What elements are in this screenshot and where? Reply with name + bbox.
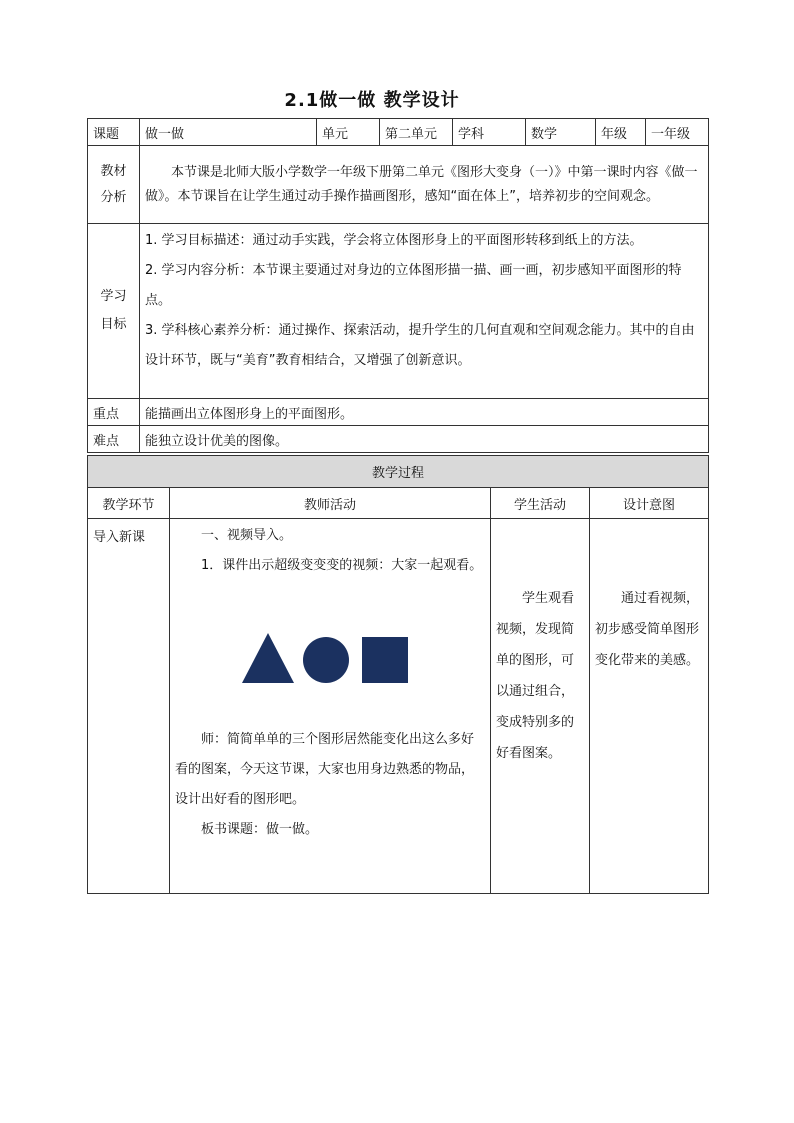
document-title: 2.1做一做 教学设计 bbox=[284, 90, 460, 111]
analysis-row bbox=[88, 146, 709, 224]
goal-item-1: 1. 学习目标描述：通过动手实践，学会将立体图形身上的平面图形转移到纸上的方法。 bbox=[145, 233, 643, 248]
lesson-meta-row bbox=[88, 119, 709, 146]
teacher-p2: 1．课件出示超级变变变的视频：大家一起观看。 bbox=[201, 558, 483, 573]
stage-cell bbox=[88, 519, 170, 894]
grade-value: 一年级 bbox=[646, 119, 709, 146]
teacher-activity-cell bbox=[170, 519, 491, 894]
teacher-p3: 师：简简单单的三个图形居然能变化出这么多好看的图案，今天这节课，大家也用身边熟悉的物品，设计出好看的图形吧。 bbox=[175, 732, 475, 807]
grade-label: 年级 bbox=[596, 119, 646, 146]
shapes-figure bbox=[175, 615, 485, 695]
goals-label bbox=[88, 224, 140, 399]
col-student: 学生活动 bbox=[491, 488, 590, 519]
analysis-label bbox=[88, 146, 140, 224]
design-intent-cell bbox=[590, 519, 709, 894]
design-intent-text: 通过看视频，初步感受简单图形变化带来的美感。 bbox=[595, 591, 700, 668]
goal-item-3: 3. 学科核心素养分析：通过操作、探索活动，提升学生的几何直观和空间观念能力。其中的自由设计环节，既与“美育”教育相结合，又增强了创新意识。 bbox=[145, 323, 695, 368]
process-header-row bbox=[88, 456, 709, 488]
stage-name: 导入新课 bbox=[93, 530, 146, 545]
process-columns-row bbox=[88, 488, 709, 519]
analysis-label-line-1: 教材 bbox=[100, 163, 127, 179]
col-teacher: 教师活动 bbox=[170, 488, 491, 519]
unit-label: 单元 bbox=[317, 119, 380, 146]
col-stage: 教学环节 bbox=[88, 488, 170, 519]
difficulty-text: 能独立设计优美的图像。 bbox=[140, 426, 709, 453]
circle-shape bbox=[303, 637, 349, 683]
intro-row bbox=[88, 519, 709, 894]
teacher-p1: 一、视频导入。 bbox=[201, 528, 293, 543]
goal-item-2: 2. 学习内容分析：本节课主要通过对身边的立体图形描一描、画一画，初步感知平面图形的特点。 bbox=[145, 263, 682, 308]
analysis-label-line-2: 分析 bbox=[100, 189, 127, 205]
subject-label: 学科 bbox=[453, 119, 526, 146]
analysis-text bbox=[140, 146, 709, 224]
col-intent: 设计意图 bbox=[590, 488, 709, 519]
key-point-label: 重点 bbox=[88, 399, 140, 426]
process-header: 教学过程 bbox=[88, 456, 709, 488]
student-activity-cell bbox=[491, 519, 590, 894]
teaching-process-table bbox=[87, 455, 709, 894]
teacher-p4: 板书课题：做一做。 bbox=[201, 822, 319, 837]
topic-label: 课题 bbox=[88, 119, 140, 146]
goals-label-line-1: 学习 bbox=[100, 289, 127, 304]
lesson-info-table bbox=[87, 118, 709, 453]
shapes-svg bbox=[240, 625, 420, 685]
unit-value: 第二单元 bbox=[380, 119, 453, 146]
subject-value: 数学 bbox=[526, 119, 596, 146]
difficulty-label: 难点 bbox=[88, 426, 140, 453]
goals-row bbox=[88, 224, 709, 399]
goals-content bbox=[140, 224, 709, 399]
goals-label-line-2: 目标 bbox=[100, 317, 127, 332]
student-activity-text: 学生观看视频，发现简单的图形，可以通过组合，变成特别多的好看图案。 bbox=[496, 591, 575, 761]
key-point-text: 能描画出立体图形身上的平面图形。 bbox=[140, 399, 709, 426]
square-shape bbox=[362, 637, 408, 683]
difficulty-row bbox=[88, 426, 709, 453]
key-point-row bbox=[88, 399, 709, 426]
triangle-shape bbox=[242, 633, 294, 683]
topic-value: 做一做 bbox=[140, 119, 317, 146]
analysis-paragraph: 本节课是北师大版小学数学一年级下册第二单元《图形大变身（一）》中第一课时内容《做一做》。本节课旨在让学生通过动手操作描画图形，感知“面在体上”，培养初步的空间观念。 bbox=[145, 164, 698, 204]
